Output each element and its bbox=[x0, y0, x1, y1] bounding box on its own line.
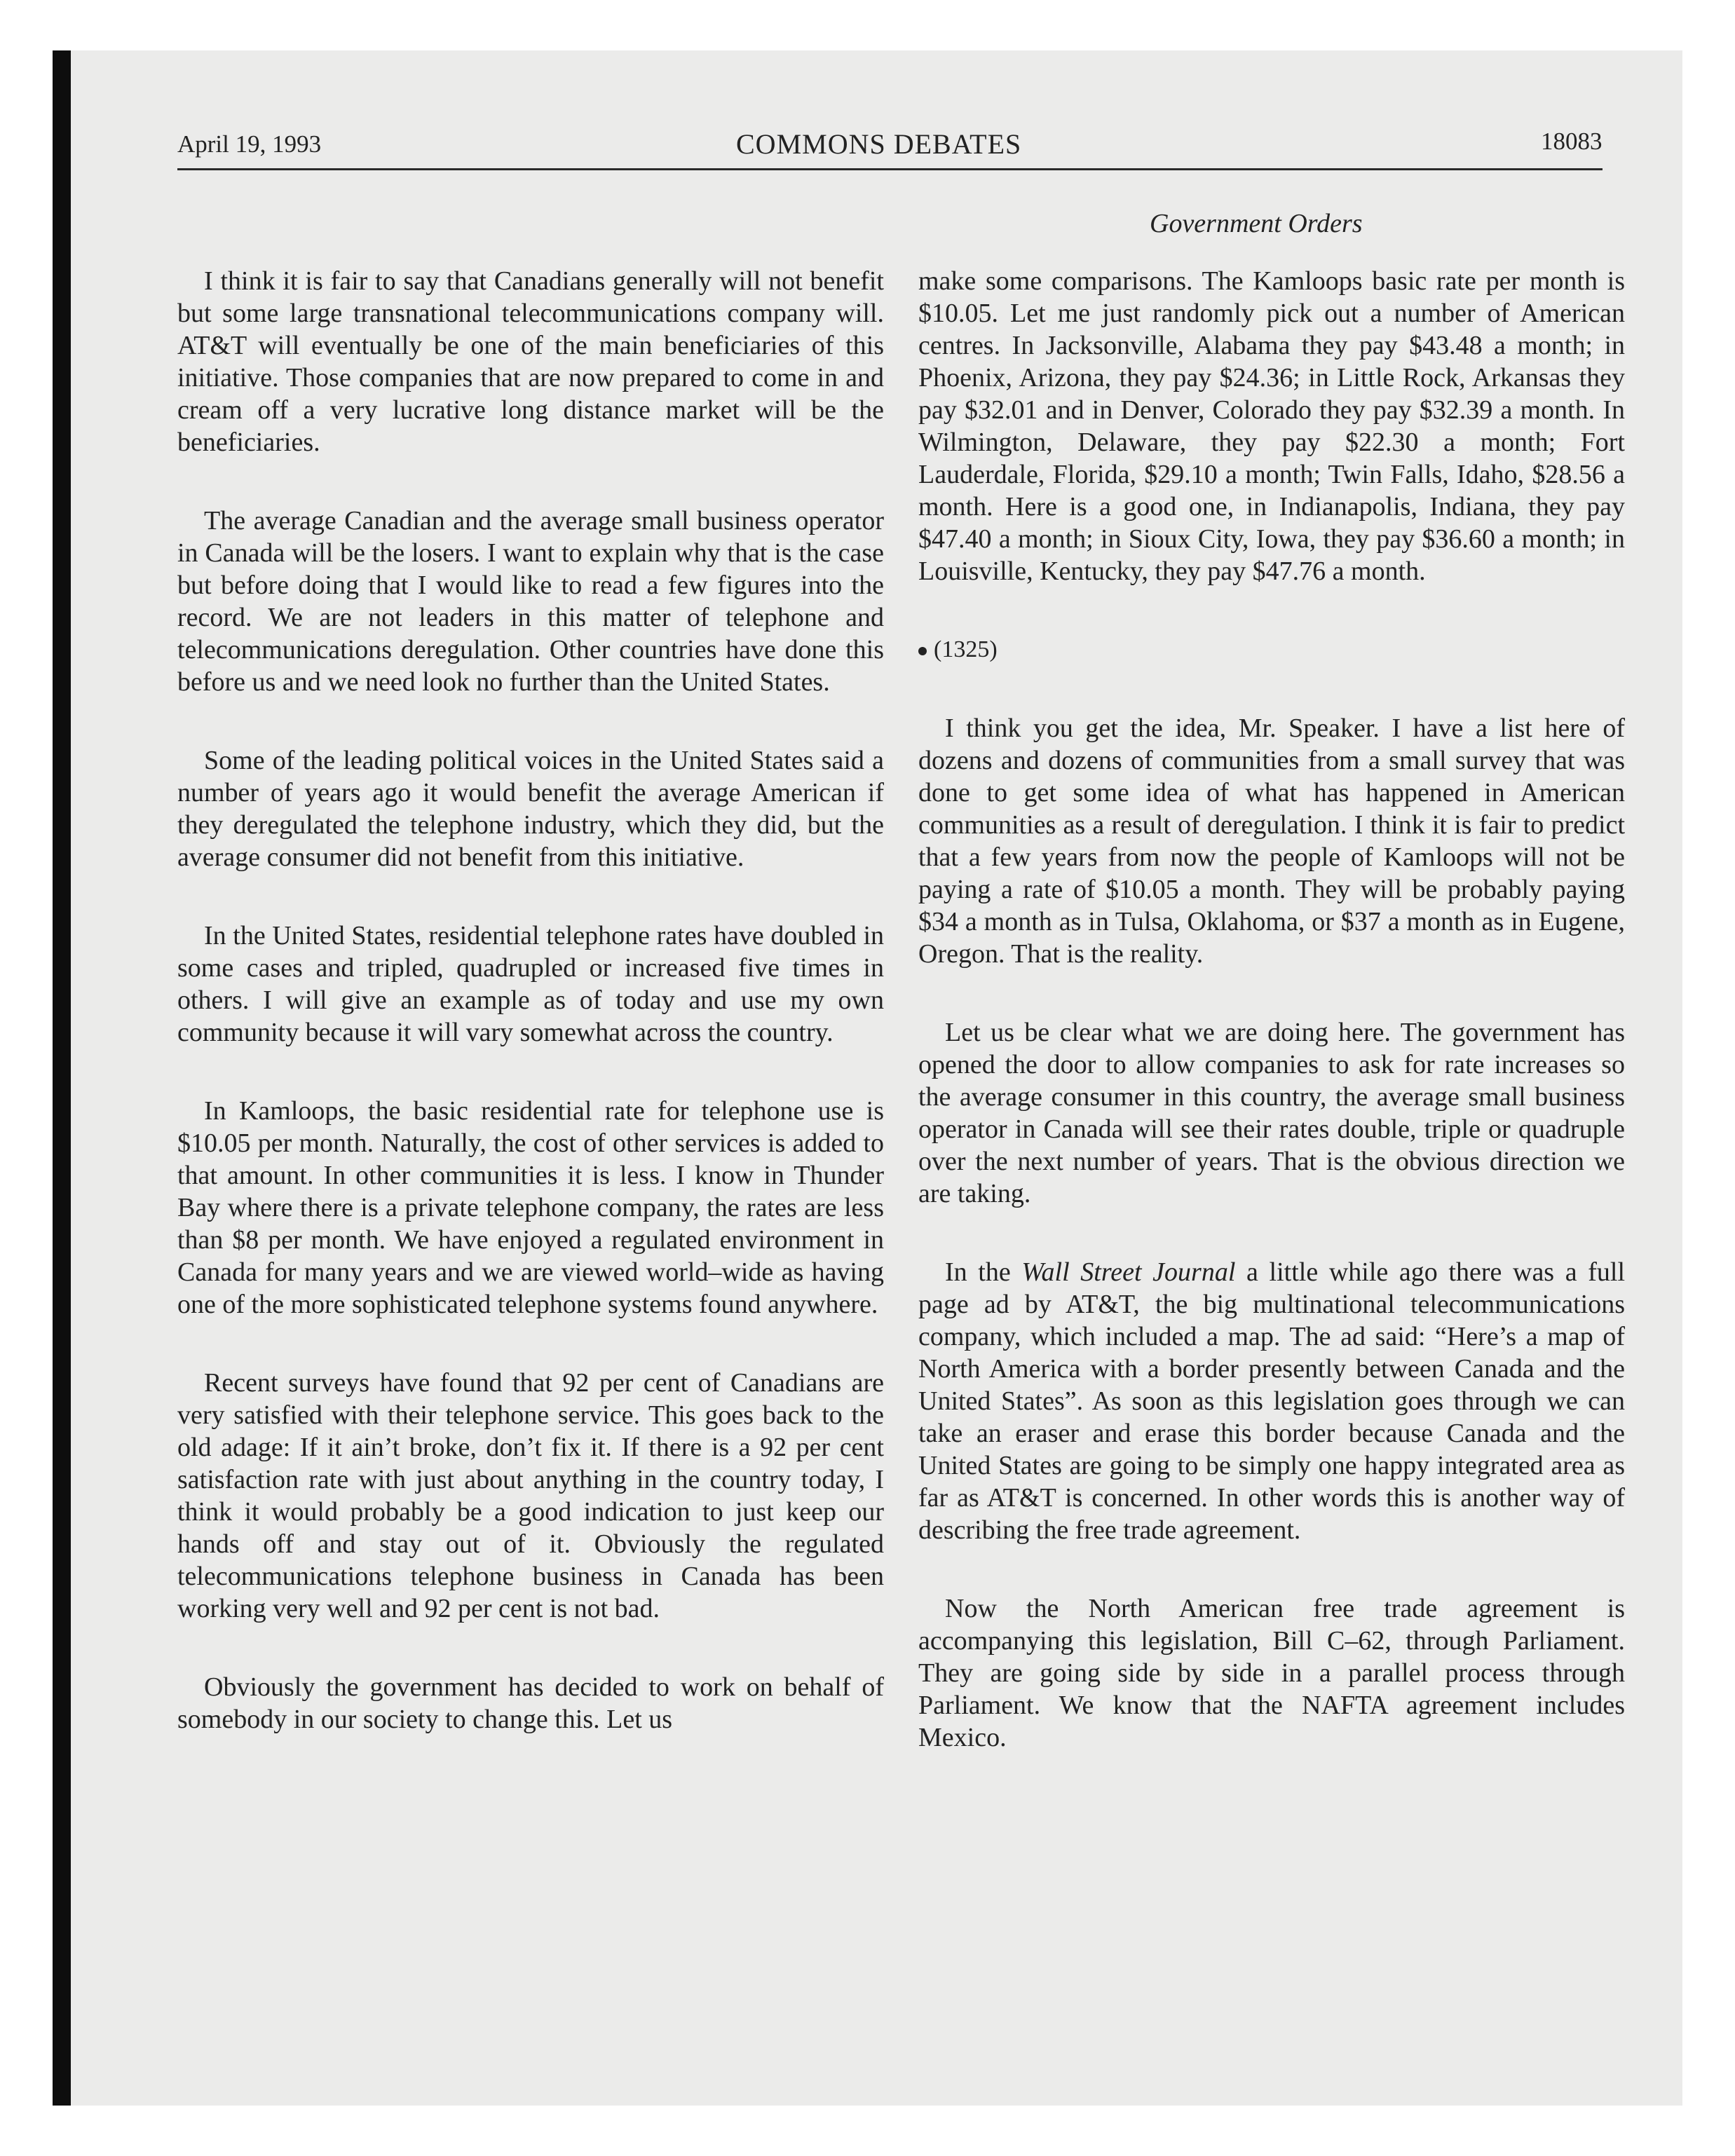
paragraph: Recent surveys have found that 92 per cent of Canadians are very satisfied with their telephone service. This goes back to the old adage: If it ain’t broke, don’t fix it. If there is a 92 per cent satisfaction rate with just about anything in the country today, I think it would probably be a good indication to just keep our hands off and stay out of it. Obviously the regulated telecommunications telephone business in Canada has been working very well and 92 per cent is not bad. bbox=[177, 1368, 884, 1623]
paragraph: Let us be clear what we are doing here. The government has opened the door to allow companies to ask for rate increases so the average consumer in this country, the average small business operator in Canada will see their rates double, triple or quadruple over the next number of years. That is the obvious direction we are taking. bbox=[918, 1018, 1625, 1208]
paragraph: In the United States, residential telephone rates have doubled in some cases and tripled, quadrupled or increased five times in others. I will give an example as of today and use my own community because it will vary somewhat across the country. bbox=[177, 921, 884, 1047]
left-column bbox=[177, 265, 884, 1735]
section-label: Government Orders bbox=[1150, 209, 1363, 238]
header-date: April 19, 1993 bbox=[177, 130, 322, 158]
paragraph: The average Canadian and the average small business operator in Canada will be the losers. I want to explain why that is the case but before doing that I would like to read a few figures into the record. We are not leaders in this matter of telephone and telecommunications deregulation. Other countries have done this before us and we need look no further than the United States. bbox=[177, 506, 884, 697]
bullet-icon bbox=[918, 647, 927, 655]
wsj-prefix: In the bbox=[945, 1257, 1022, 1287]
time-marker-text: (1325) bbox=[934, 636, 998, 662]
paragraph: In Kamloops, the basic residential rate for telephone use is $10.05 per month. Naturally, the cost of other services is added to that amount. In other communities it is less. I know in Thunder Bay where there is a private telephone company, the rates are less than $8 per month. We have enjoyed a regulated environment in Canada for many years and we are viewed world–wide as having one of the more sophisticated telephone systems found anywhere. bbox=[177, 1096, 884, 1319]
wsj-text: a little while ago there was a full page ad by AT&T, the big multinational telecommunications company, which included a map. The ad said: “Here’s a map of North America with a border presently between Canada and the United States”. As soon as this legislation goes through we can take an eraser and erase this border because Canada and the United States are going to be simply one happy integrated area as far as AT&T is concerned. In other words this is another way of describing the free trade agreement. bbox=[918, 1257, 1626, 1545]
header-title: COMMONS DEBATES bbox=[736, 128, 1022, 160]
publication-title: Wall Street Journal bbox=[1021, 1257, 1236, 1287]
header-page-number: 18083 bbox=[1541, 128, 1603, 155]
paragraph-wsj bbox=[918, 1256, 1625, 1546]
paragraph: I think you get the idea, Mr. Speaker. I have a list here of dozens and dozens of communities from a small survey that was done to get some idea of what has happened in American communities as a result of deregulation. I think it is fair to predict that a few years from now the people of Kamloops will not be paying a rate of $10.05 a month. They will be probably paying $34 a month as in Tulsa, Oklahoma, or $37 a month as in Eugene, Oregon. That is the reality. bbox=[918, 714, 1625, 969]
time-marker bbox=[918, 634, 1625, 666]
paragraph: Now the North American free trade agreement is accompanying this legislation, Bill C–62, through Parliament. They are going side by side in a parallel process through Parliament. We know that the NAFTA agreement includes Mexico. bbox=[918, 1594, 1625, 1752]
paragraph: I think it is fair to say that Canadians generally will not benefit but some large transnational telecommunications company will. AT&T will eventually be one of the main beneficiaries of this initiative. Those companies that are now prepared to come in and cream off a very lucrative long distance market will be the beneficiaries. bbox=[177, 266, 884, 457]
paragraph: Some of the leading political voices in the United States said a number of years ago it would benefit the average American if they deregulated the telephone industry, which they did, but the average consumer did not benefit from this initiative. bbox=[177, 746, 884, 872]
paragraph-continuation: make some comparisons. The Kamloops basic rate per month is $10.05. Let me just randomly pick out a number of American centres. In Jacksonville, Alabama they pay $43.48 a month; in Phoenix, Arizona, they pay $24.36; in Little Rock, Arkansas they pay $32.01 and in Denver, Colorado they pay $32.39 a month. In Wilmington, Delaware, they pay $22.30 a month; Fort Lauderdale, Florida, $29.10 a month; Twin Falls, Idaho, $28.56 a month. Here is a good one, in Indianapolis, Indiana, they pay $47.40 a month; in Sioux City, Iowa, they pay $36.60 a month; in Louisville, Kentucky, they pay $47.76 a month. bbox=[918, 266, 1625, 586]
header-rule bbox=[177, 168, 1603, 170]
paragraph: Obviously the government has decided to work on behalf of somebody in our society to change this. Let us bbox=[177, 1672, 884, 1734]
right-column bbox=[918, 265, 1625, 1754]
